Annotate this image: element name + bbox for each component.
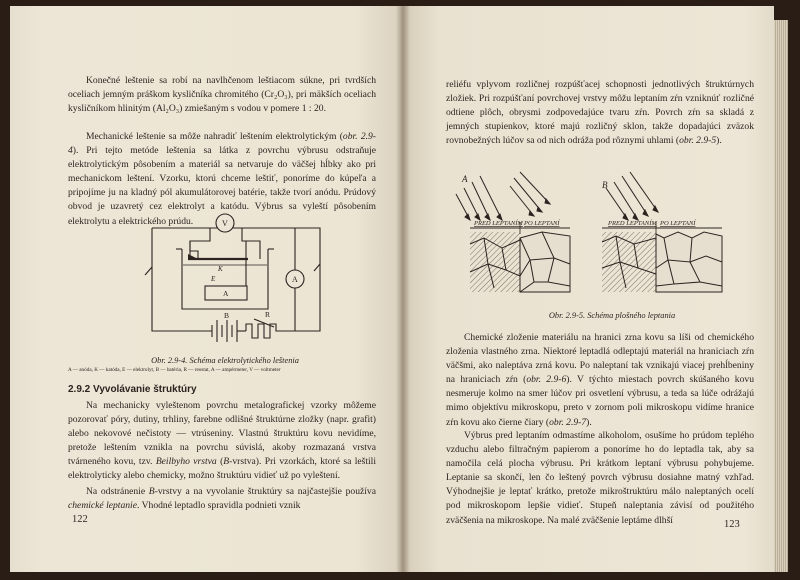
voltmeter-label: V (222, 219, 228, 228)
figure-reference: obr. 2.9-5 (679, 135, 717, 147)
figure-legend: A — anóda, K — katóda, E — elektrolyt, B — batéria, R — reostat, A — ampérmeter, V — voltmeter (68, 367, 281, 373)
figure-caption: Obr. 2.9-5. Schéma plošného leptania (548, 311, 676, 320)
left-page-number: 122 (72, 514, 88, 525)
etching-schema-diagram (402, 164, 774, 304)
panel-b (602, 172, 722, 292)
electrolytic-polishing-diagram (10, 201, 402, 351)
text-run: ( (216, 456, 224, 468)
cathode-label: K (218, 265, 223, 273)
paragraph-text: Výbrus pred leptaním odmastíme alkoholom, osušíme ho prúdom teplého vzduchu alebo filtračným papierom a ponoríme ho do leptadla tak, aby sa namočila celá plocha výbrusu. Pri krátkom leptaní výbrusu pohybujeme. Leptanie sa skončí, len čo leštený povrch výbrusu dosiahne matný vzhľad. Výhodnejšie je leptať krátko, pretože mikroštruktúru málo naleptaných ocelí pod mikroskopom lepšie vidieť. Stupeň naleptania závisí od použitého zväčšenia na mikroskope. Na malé zväčšenie leptáme dlhší (446, 430, 754, 526)
left-paragraph-1 (68, 74, 376, 116)
italic-term: chemické leptanie (68, 500, 137, 512)
panel-b-label: B (602, 180, 608, 190)
panel-a (456, 172, 570, 292)
left-page (10, 6, 402, 572)
left-paragraph-3 (68, 399, 376, 484)
after-etching-label: PO LEPTANÍ (524, 220, 560, 227)
rheostat-label: R (265, 310, 271, 319)
text-run: ). V týchto miestach povrch skúšaného kovu nesmeruje kolmo na smer lúčov pri osvetlení výbrusu, a teda sa lúče odrážajú mimo objektívu mikroskopu, preto v zornom poli mikroskopu vidíme hranice zŕn kovu ako čierne čiary ( (446, 374, 754, 428)
after-etching-label: PO LEPTANÍ (660, 220, 696, 227)
right-paragraph-2 (446, 331, 754, 430)
figure-reference: obr. 2.9-7 (549, 416, 587, 428)
right-page-number: 123 (724, 519, 740, 530)
paragraph-text: Konečné leštenie sa robí na navlhčenom leštiacom súkne, pri tvrdších oceliach jemným práškom kysličníka chromitého (Cr₂O₃), pri mäkších oceliach kysličníkom hlinitým (Al₂O₃) zmiešaným s vodou v pomere 1 : 20. (68, 75, 376, 115)
page-edges (774, 20, 788, 572)
text-run: ). (586, 416, 592, 428)
text-run: -vrstva). Pri vzorkách, ktoré sa leštili elektrolyticky alebo chemicky, možno štruktúru vidieť už po vyleštení. (68, 456, 377, 482)
anode-label: A (223, 289, 229, 298)
before-etching-label: PRED LEPTANÍM (474, 220, 523, 227)
book-gutter (396, 6, 410, 572)
battery-label: B (224, 311, 230, 320)
electrolyte-label: E (211, 275, 216, 283)
text-run: Na odstránenie (86, 486, 149, 497)
figure-caption: Obr. 2.9-4. Schéma elektrolytického leštenia (151, 356, 299, 365)
text-run: ). Pri tejto metóde leštenia sa látka z povrchu výbrusu odstraňuje elektrolytickým pôsobením a materiál sa netvaruje do väčšej hĺbky ako pri mechanickom leštení. Vzorku, ktorú chceme leštiť, ponoríme do kúpeľa a pripojíme ju na kladný pól akumulátorovej batérie, takže tvorí anódu. Prúdový obvod je uzavretý cez elektrolyt a katódu. Výbrus sa vyleští pôsobením elektrolytu a elektrického prúdu. (68, 145, 376, 227)
italic-term: B (148, 486, 155, 497)
figure-reference: obr. 2.9-4 (68, 131, 377, 157)
left-paragraph-4 (68, 485, 376, 513)
text-run: ). (716, 135, 722, 147)
text-run: Na mechanicky vyleštenom povrchu metalografickej vzorky môžeme pozorovať póry, dutiny, trhliny, farebne odlišné štruktúrne zložky (napr. grafit) alebo nekovové nečistoty — vtrúseniny. Vlastnú štruktúru kovu nevidíme, pretože leštením vznikla na povrchu súvislá, akoby rozmazaná vrstva tvárneného kovu, tzv. (68, 400, 376, 468)
right-paragraph-3 (446, 429, 754, 528)
ammeter-label: A (292, 275, 298, 284)
right-page (402, 6, 774, 572)
before-etching-label: PRED LEPTANÍM (608, 220, 657, 227)
text-run: . Vhodné leptadlo spravidla podnieti vznik (136, 500, 301, 512)
section-heading: 2.9.2 Vyvolávanie štruktúry (68, 384, 197, 395)
italic-term: B (223, 456, 230, 468)
right-paragraph-1 (446, 78, 754, 148)
text-run: Mechanické leštenie sa môže nahradiť leštením elektrolytickým ( (86, 131, 343, 142)
panel-a-label: A (462, 174, 468, 184)
text-run: reliéfu vplyvom rozličnej rozpúšťacej schopnosti jednotlivých štruktúrnych zložiek. Pri rozpúšťaní povrchovej vrstvy môžu leptaním zŕn vzniknúť rozličné odtiene plôch, obrysmi zodpovedajúce tvaru zŕn. Povrch zŕn sa skladá z jemných stupienkov, ktoré majú rozličný sklon, takže dopadajúci zväzok rovnobežných lúčov sa od nich odráža pod rôznymi uhlami ( (446, 79, 754, 147)
italic-term: Beilbyho vrstva (155, 456, 217, 468)
figure-reference: obr. 2.9-6 (526, 374, 567, 386)
text-run: -vrstvy a na vyvolanie štruktúry sa najčastejšie používa (154, 486, 376, 497)
text-run: Chemické zloženie materiálu na hranici zrna kovu sa líši od chemického zloženia vlastného zrna. Niektoré leptadlá odleptajú materiál na hraniciach zŕn väčšmi, ako naleptáva zrná kovu. Po naleptaní tak vznikajú viacej prehĺbeniny na hraniciach zŕn ( (446, 332, 754, 386)
